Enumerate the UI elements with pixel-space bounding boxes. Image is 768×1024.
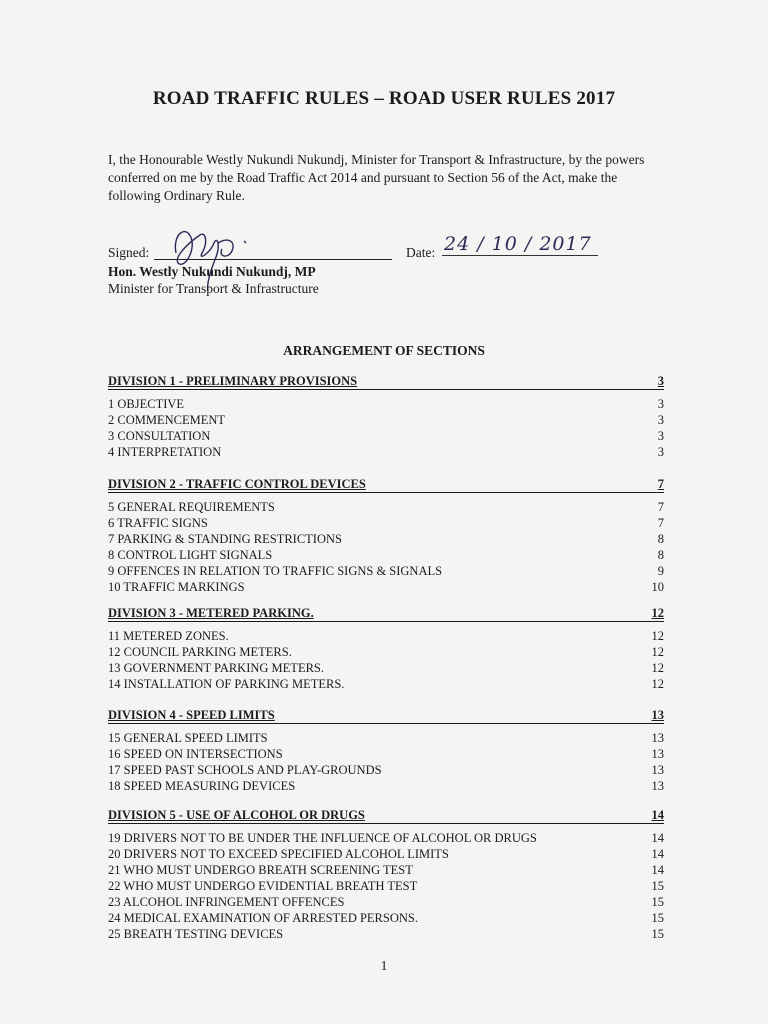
section-page: 15: [651, 911, 664, 925]
section-page: 12: [651, 677, 664, 691]
intro-paragraph: I, the Honourable Westly Nukundi Nukundj, Minister for Transport & Infrastructure, by the powers conferred on me by the Road Traffic Act 2014 and pursuant to Section 56 of the Act, make the following Ordinary Rule.: [108, 152, 645, 203]
division-page: 12: [651, 606, 664, 620]
section-page: 15: [651, 879, 664, 893]
section-name: 4 INTERPRETATION: [108, 445, 222, 459]
section-page: 13: [651, 731, 664, 745]
division-title: DIVISION 3 - METERED PARKING.: [108, 606, 314, 620]
section-entry: [108, 746, 664, 762]
section-page: 13: [651, 779, 664, 793]
section-entry: [108, 515, 664, 531]
section-page: 3: [657, 397, 664, 411]
section-entry: [108, 894, 664, 910]
page-number: 1: [380, 958, 388, 973]
section-entry: [108, 499, 664, 515]
section-page: 9: [657, 564, 664, 578]
section-page: 10: [651, 580, 664, 594]
section-entry: [108, 762, 664, 778]
section-entry: [108, 547, 664, 563]
section-name: 6 TRAFFIC SIGNS: [108, 516, 208, 530]
division-page: 14: [651, 808, 664, 822]
section-entry: [108, 396, 664, 412]
section-name: 13 GOVERNMENT PARKING METERS.: [108, 661, 324, 675]
section-entry: [108, 660, 664, 676]
section-entry: [108, 878, 664, 894]
section-entry: [108, 428, 664, 444]
section-page: 12: [651, 629, 664, 643]
division-heading: [108, 475, 664, 493]
section-name: 14 INSTALLATION OF PARKING METERS.: [108, 677, 345, 691]
signed-label: Signed:: [108, 245, 150, 260]
section-page: 3: [657, 413, 664, 427]
section-page: 7: [657, 500, 664, 514]
date-label: Date:: [406, 245, 436, 260]
section-name: 1 OBJECTIVE: [108, 397, 185, 411]
section-entry: [108, 830, 664, 846]
section-entry: [108, 444, 664, 460]
section-entry: [108, 926, 664, 942]
section-name: 5 GENERAL REQUIREMENTS: [108, 500, 275, 514]
section-name: 22 WHO MUST UNDERGO EVIDENTIAL BREATH TEST: [108, 879, 418, 893]
section-page: 3: [657, 445, 664, 459]
section-page: 8: [657, 548, 664, 562]
section-page: 3: [657, 429, 664, 443]
section-entry: [108, 846, 664, 862]
section-page: 15: [651, 927, 664, 941]
division-heading: [108, 372, 664, 390]
page-title: ROAD TRAFFIC RULES – ROAD USER RULES 2017: [152, 88, 616, 109]
division-section: [108, 475, 664, 595]
section-name: 10 TRAFFIC MARKINGS: [108, 580, 245, 594]
section-page: 14: [651, 847, 664, 861]
section-entry: [108, 579, 664, 595]
section-entry: [108, 778, 664, 794]
section-entry: [108, 644, 664, 660]
division-section: [108, 806, 664, 942]
section-name: 9 OFFENCES IN RELATION TO TRAFFIC SIGNS & SIGNALS: [108, 564, 443, 578]
section-page: 8: [657, 532, 664, 546]
section-page: 7: [657, 516, 664, 530]
section-name: 23 ALCOHOL INFRINGEMENT OFFENCES: [108, 895, 345, 909]
section-name: 17 SPEED PAST SCHOOLS AND PLAY-GROUNDS: [108, 763, 382, 777]
division-title: DIVISION 2 - TRAFFIC CONTROL DEVICES: [108, 477, 366, 491]
division-title: DIVISION 4 - SPEED LIMITS: [108, 708, 275, 722]
division-page: 3: [657, 374, 664, 388]
section-name: 15 GENERAL SPEED LIMITS: [108, 731, 268, 745]
division-title: DIVISION 1 - PRELIMINARY PROVISIONS: [108, 374, 358, 388]
minister-name: Hon. Westly Nukundi Nukundj, MP: [108, 264, 316, 279]
section-page: 15: [651, 895, 664, 909]
arrangement-heading: ARRANGEMENT OF SECTIONS: [283, 343, 485, 358]
division-heading: [108, 706, 664, 724]
division-heading: [108, 604, 664, 622]
section-name: 2 COMMENCEMENT: [108, 413, 226, 427]
division-section: [108, 604, 664, 692]
section-page: 12: [651, 661, 664, 675]
section-entry: [108, 628, 664, 644]
section-page: 14: [651, 831, 664, 845]
section-name: 16 SPEED ON INTERSECTIONS: [108, 747, 283, 761]
section-name: 3 CONSULTATION: [108, 429, 211, 443]
division-section: [108, 372, 664, 460]
division-page: 7: [657, 477, 664, 491]
section-page: 12: [651, 645, 664, 659]
section-name: 20 DRIVERS NOT TO EXCEED SPECIFIED ALCOHOL LIMITS: [108, 847, 449, 861]
section-entry: [108, 676, 664, 692]
section-entry: [108, 412, 664, 428]
division-heading: [108, 806, 664, 824]
section-name: 12 COUNCIL PARKING METERS.: [108, 645, 292, 659]
section-name: 11 METERED ZONES.: [108, 629, 229, 643]
section-page: 13: [651, 763, 664, 777]
section-name: 25 BREATH TESTING DEVICES: [108, 927, 284, 941]
section-entry: [108, 910, 664, 926]
section-name: 19 DRIVERS NOT TO BE UNDER THE INFLUENCE OF ALCOHOL OR DRUGS: [108, 831, 537, 845]
division-section: [108, 706, 664, 794]
section-name: 24 MEDICAL EXAMINATION OF ARRESTED PERSONS.: [108, 911, 418, 925]
section-page: 14: [651, 863, 664, 877]
section-name: 18 SPEED MEASURING DEVICES: [108, 779, 296, 793]
division-title: DIVISION 5 - USE OF ALCOHOL OR DRUGS: [108, 808, 365, 822]
section-entry: [108, 563, 664, 579]
section-name: 21 WHO MUST UNDERGO BREATH SCREENING TEST: [108, 863, 413, 877]
handwritten-date: 24 / 10 / 2017: [442, 233, 598, 256]
section-name: 8 CONTROL LIGHT SIGNALS: [108, 548, 273, 562]
section-name: 7 PARKING & STANDING RESTRICTIONS: [108, 532, 342, 546]
section-entry: [108, 730, 664, 746]
minister-position: Minister for Transport & Infrastructure: [108, 281, 319, 296]
section-page: 13: [651, 747, 664, 761]
section-entry: [108, 531, 664, 547]
section-entry: [108, 862, 664, 878]
division-page: 13: [651, 708, 664, 722]
